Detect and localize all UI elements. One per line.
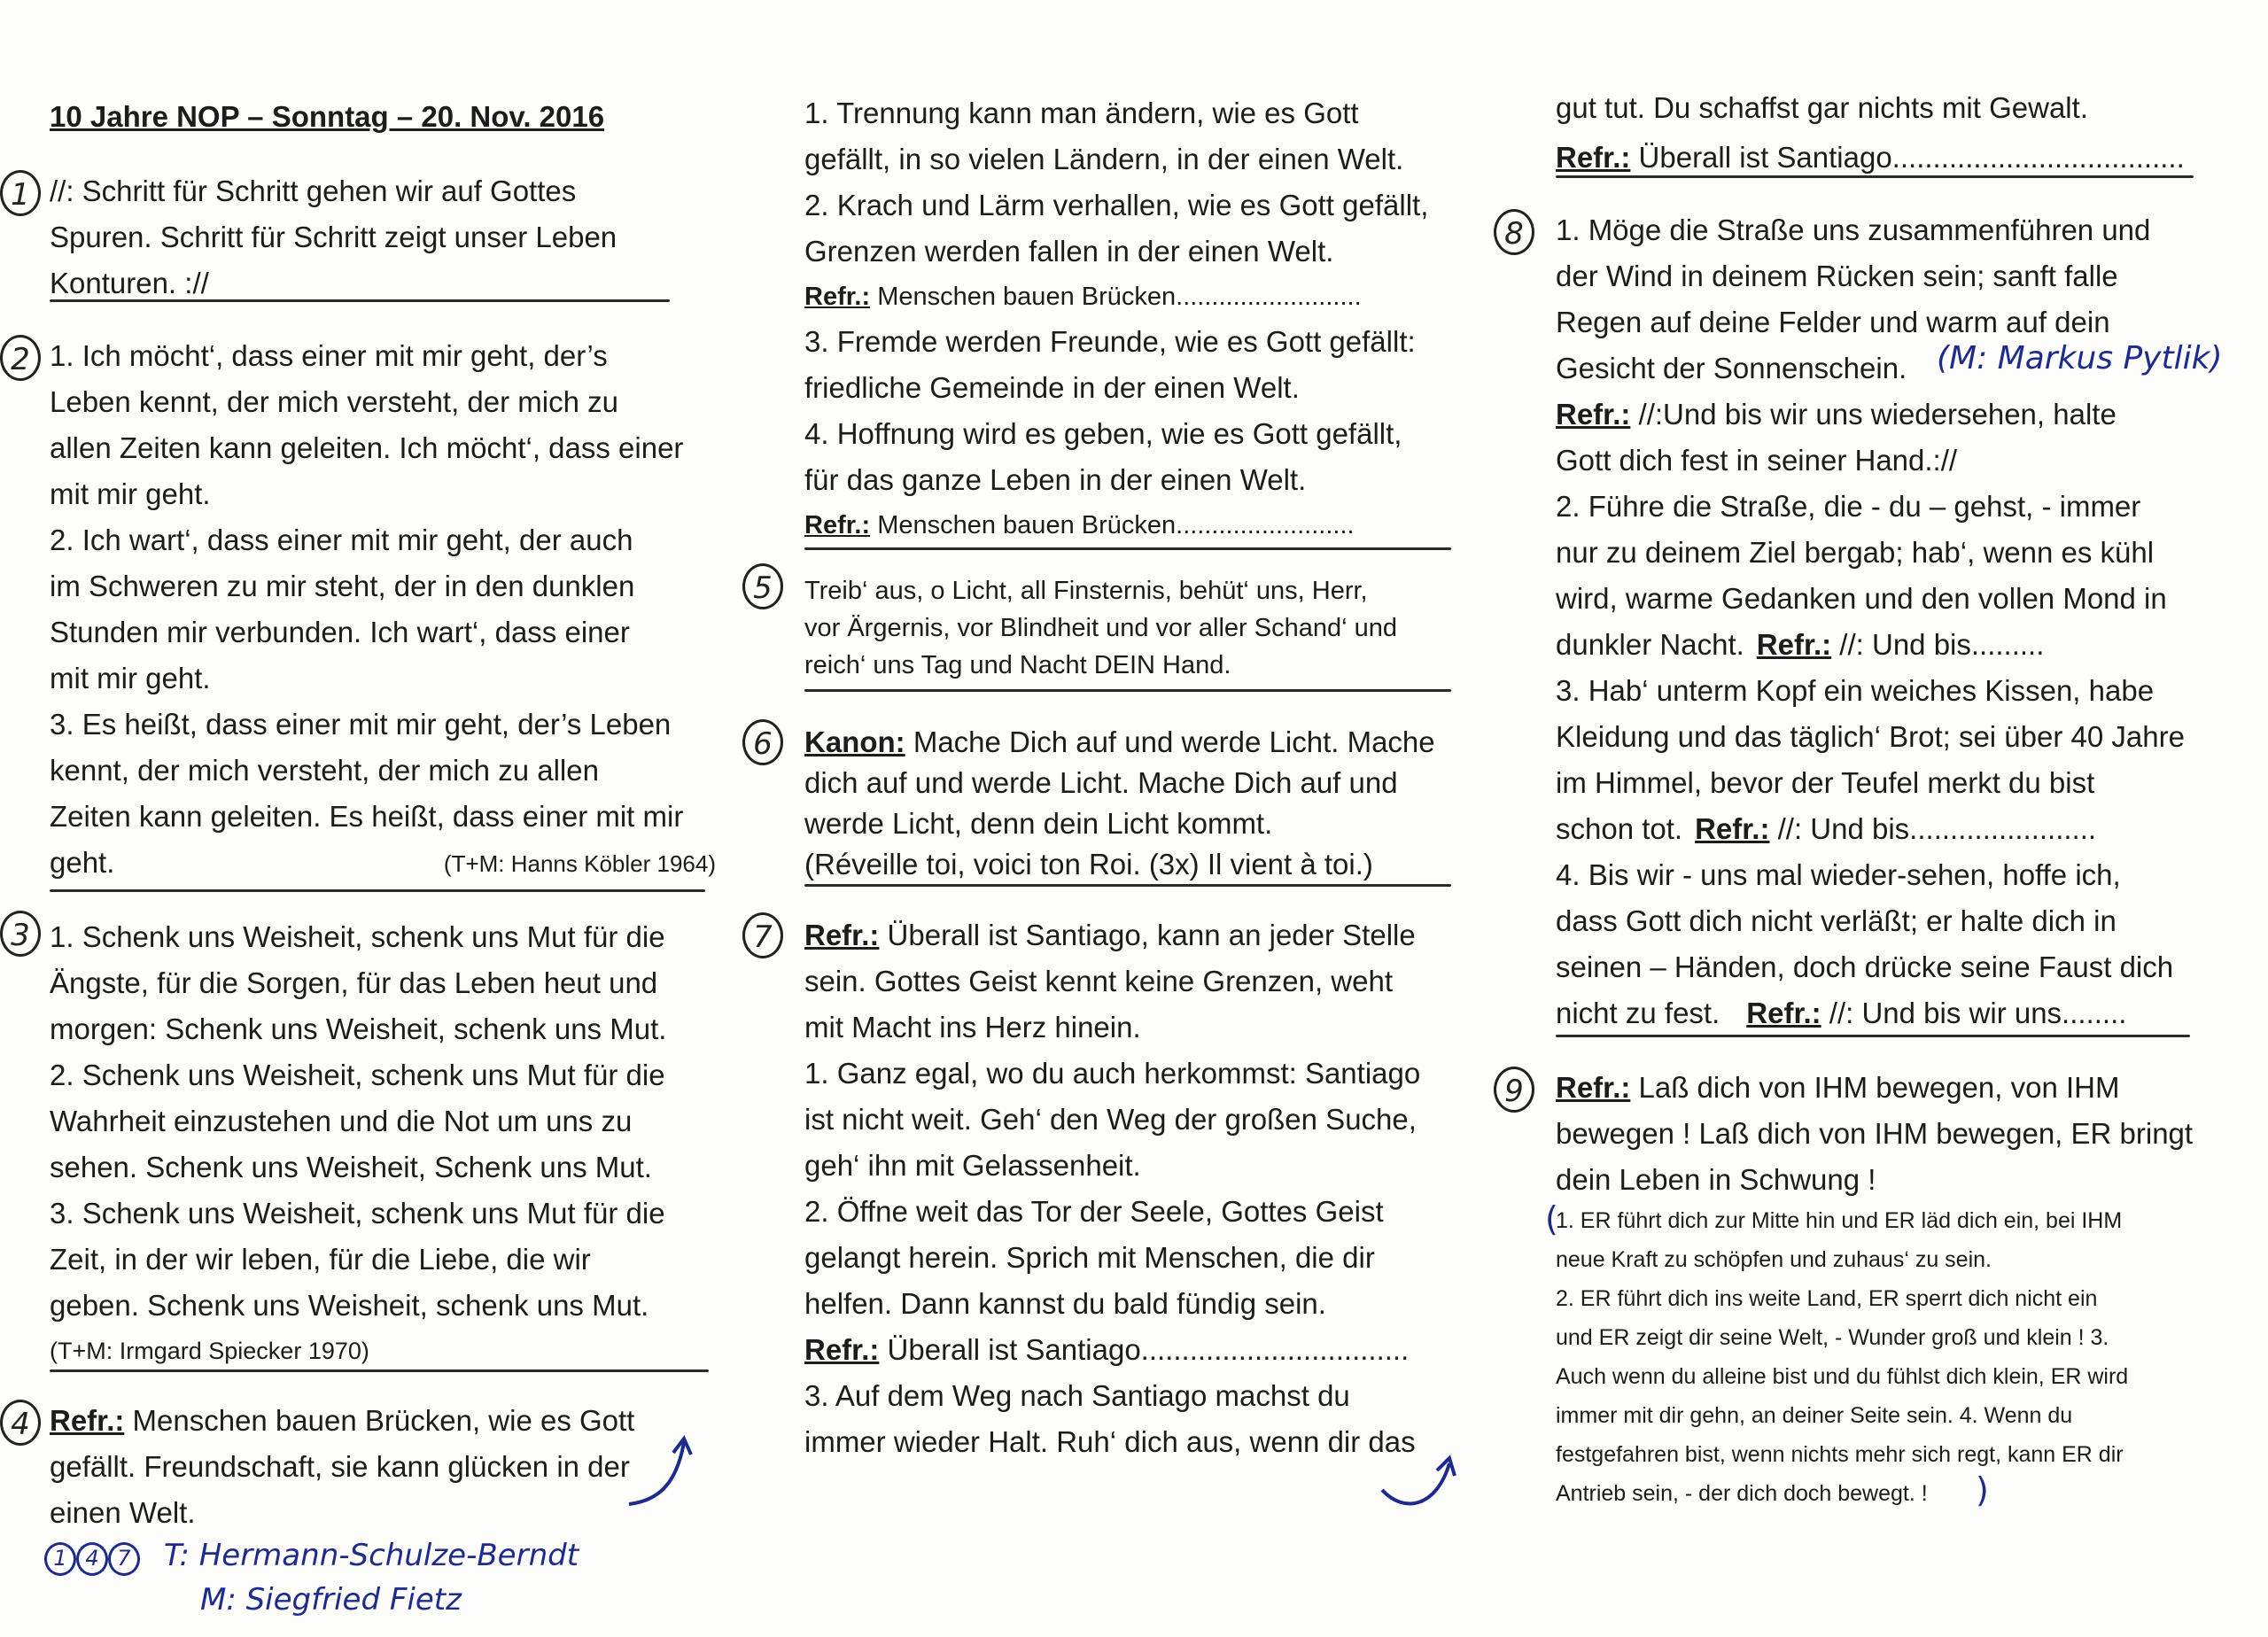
song-line: der Wind in deinem Rücken sein; sanft falle <box>1556 260 2118 292</box>
refrain-label: Refr.: <box>1556 398 1631 431</box>
column-left <box>11 0 716 1637</box>
refrain-text: //:Und bis wir uns wiedersehen, halte <box>1630 398 2117 431</box>
song-line: im Himmel, bevor der Teufel merkt du bist <box>1556 766 2095 799</box>
handwritten-author: T: Hermann-Schulze-Berndt <box>163 1538 579 1573</box>
song-number-badge: 1 <box>0 170 41 216</box>
song-line: Auch wenn du alleine bist und du fühlst dich klein, ER wird <box>1556 1364 2129 1389</box>
handwritten-composer: M: Siegfried Fietz <box>200 1582 462 1618</box>
song-line: 1. Ich möcht‘, dass einer mit mir geht, der’s <box>50 339 608 372</box>
song-line: morgen: Schenk uns Weisheit, schenk uns Mut. <box>50 1012 667 1045</box>
song-line <box>50 1398 634 1444</box>
song-line: 4. Bis wir - uns mal wieder-sehen, hoffe ich, <box>1556 858 2121 891</box>
handwritten-composer: (M: Markus Pytlik) <box>1937 340 2223 376</box>
divider <box>804 547 1451 550</box>
song-credit: (T+M: Irmgard Spiecker 1970) <box>50 1338 369 1364</box>
song-line: geh‘ ihn mit Gelassenheit. <box>804 1149 1141 1182</box>
refrain-text: //: Und bis......... <box>1831 628 2045 661</box>
song-line: nur zu deinem Ziel bergab; hab‘, wenn es kühl <box>1556 536 2155 569</box>
song-line: sein. Gottes Geist kennt keine Grenzen, weht <box>804 965 1394 997</box>
song-line: Kleidung und das täglich‘ Brot; sei über 40 Jahre <box>1556 720 2185 753</box>
page-title: 10 Jahre NOP – Sonntag – 20. Nov. 2016 <box>50 100 605 133</box>
column-middle <box>753 0 1456 1637</box>
song-line: 2. Führe die Straße, die - du – gehst, - immer <box>1556 490 2141 523</box>
column-right <box>1504 0 2240 1637</box>
song-number-badge: 9 <box>1494 1067 1534 1113</box>
song-line: Wahrheit einzustehen und die Not um uns zu <box>50 1105 633 1137</box>
song-line: helfen. Dann kannst du bald fündig sein. <box>804 1287 1326 1320</box>
song-text: nicht zu fest. <box>1556 997 1720 1029</box>
refrain-text: Überall ist Santiago, kann an jeder Stelle <box>879 919 1416 951</box>
song-line: geht. <box>50 846 115 879</box>
refrain-label: Refr.: <box>1556 1071 1631 1104</box>
song-line: werde Licht, denn dein Licht kommt. <box>804 807 1273 840</box>
divider <box>50 1369 709 1372</box>
song-line: reich‘ uns Tag und Nacht DEIN Hand. <box>804 651 1231 679</box>
song-line <box>804 278 1362 315</box>
refrain-label: Refr.: <box>804 1333 880 1366</box>
song-line: Zeiten kann geleiten. Es heißt, dass einer mit mir <box>50 800 684 833</box>
handwritten-bracket-icon: ( <box>1545 1199 1558 1238</box>
song-line: Treib‘ aus, o Licht, all Finsternis, behüt‘ uns, Herr, <box>804 577 1368 605</box>
song-line: 2. Ich wart‘, dass einer mit mir geht, der auch <box>50 524 633 556</box>
song-line: gefällt. Freundschaft, sie kann glücken in der <box>50 1450 630 1483</box>
song-line: 2. ER führt dich ins weite Land, ER sperrt dich nicht ein <box>1556 1286 2098 1311</box>
circled-number-icon: 1 <box>44 1542 76 1576</box>
song-line <box>1556 135 2185 181</box>
song-line: Zeit, in der wir leben, für die Liebe, die wir <box>50 1243 591 1276</box>
refrain-text: Überall ist Santiago................................. <box>879 1333 1410 1366</box>
song-line: gefällt, in so vielen Ländern, in der einen Welt. <box>804 143 1404 175</box>
song-line: 4. Hoffnung wird es geben, wie es Gott gefällt, <box>804 417 1402 450</box>
refrain-label: Refr.: <box>804 919 880 951</box>
song-line: bewegen ! Laß dich von IHM bewegen, ER bringt <box>1556 1117 2194 1150</box>
song-line: 3. Auf dem Weg nach Santiago machst du <box>804 1379 1350 1412</box>
song-line <box>804 912 1416 958</box>
song-line <box>1556 806 2096 852</box>
refrain-label: Refr.: <box>804 511 871 539</box>
refrain-label: Refr.: <box>804 283 871 311</box>
divider <box>50 889 705 892</box>
circled-number-icon: 7 <box>108 1542 140 1576</box>
song-line: sehen. Schenk uns Weisheit, Schenk uns Mut. <box>50 1151 652 1183</box>
song-line: 1. Möge die Straße uns zusammenführen und <box>1556 213 2151 246</box>
song-number-badge: 2 <box>0 335 41 381</box>
song-line: einen Welt. <box>50 1496 196 1529</box>
song-line: Antrieb sein, - der dich doch bewegt. ! <box>1556 1481 1928 1506</box>
song-line: Gesicht der Sonnenschein. <box>1556 352 1907 384</box>
song-line: dich auf und werde Licht. Mache Dich auf und <box>804 766 1398 799</box>
song-number-badge: 7 <box>742 912 783 958</box>
song-line: 3. Schenk uns Weisheit, schenk uns Mut für die <box>50 1197 665 1230</box>
song-line: 1. Trennung kann man ändern, wie es Gott <box>804 97 1359 129</box>
song-line: wird, warme Gedanken und den vollen Mond in <box>1556 582 2167 615</box>
divider <box>804 689 1451 692</box>
refrain-text: Menschen bauen Brücken, wie es Gott <box>124 1404 635 1437</box>
song-line: (Réveille toi, voici ton Roi. (3x) Il vient à toi.) <box>804 848 1373 881</box>
song-line: Leben kennt, der mich versteht, der mich zu <box>50 385 618 418</box>
song-line: 1. Schenk uns Weisheit, schenk uns Mut für die <box>50 920 665 953</box>
song-line <box>1556 1065 2119 1111</box>
song-line: 1. ER führt dich zur Mitte hin und ER läd dich ein, bei IHM <box>1556 1208 2123 1233</box>
song-line <box>804 719 1435 765</box>
circled-number-icon: 4 <box>76 1542 108 1576</box>
song-line: Stunden mir verbunden. Ich wart‘, dass einer <box>50 616 630 648</box>
song-line: ist nicht weit. Geh‘ den Weg der großen Suche, <box>804 1103 1417 1136</box>
song-line: dass Gott dich nicht verläßt; er halte dich in <box>1556 904 2117 937</box>
divider <box>1556 1035 2190 1037</box>
song-line: geben. Schenk uns Weisheit, schenk uns Mut. <box>50 1289 649 1322</box>
refrain-label: Refr.: <box>50 1404 125 1437</box>
song-line: Grenzen werden fallen in der einen Welt. <box>804 235 1334 268</box>
song-line <box>1556 622 2044 668</box>
song-number-badge: 8 <box>1494 209 1534 255</box>
song-line: vor Ärgernis, vor Blindheit und vor aller Schand‘ und <box>804 614 1397 642</box>
song-line: mit mir geht. <box>50 662 211 694</box>
song-line: seinen – Händen, doch drücke seine Faust dich <box>1556 950 2174 983</box>
refrain-label: Refr.: <box>1556 141 1631 174</box>
refrain-text: Überall ist Santiago.................................... <box>1630 141 2185 174</box>
refrain-label: Refr.: <box>1756 628 1832 661</box>
song-line <box>804 1327 1409 1373</box>
refrain-text: //: Und bis....................... <box>1769 812 2097 845</box>
refrain-label: Refr.: <box>1746 997 1821 1029</box>
kanon-label: Kanon: <box>804 725 905 758</box>
song-line: kennt, der mich versteht, der mich zu allen <box>50 754 599 787</box>
song-line: neue Kraft zu schöpfen und zuhaus‘ zu sein. <box>1556 1247 1992 1272</box>
song-line: festgefahren bist, wenn nichts mehr sich regt, kann ER dir <box>1556 1442 2124 1467</box>
song-line: mit mir geht. <box>50 477 211 510</box>
refrain-text: Menschen bauen Brücken.......................... <box>870 283 1362 311</box>
song-line: mit Macht ins Herz hinein. <box>804 1011 1141 1043</box>
song-line: Regen auf deine Felder und warm auf dein <box>1556 306 2110 338</box>
song-number-badge: 4 <box>0 1400 41 1446</box>
refrain-text: Menschen bauen Brücken......................... <box>870 511 1355 539</box>
song-line: gut tut. Du schaffst gar nichts mit Gewalt. <box>1556 91 2088 124</box>
song-line: für das ganze Leben in der einen Welt. <box>804 463 1307 496</box>
divider <box>804 884 1451 887</box>
refrain-label: Refr.: <box>1695 812 1770 845</box>
handwritten-bracket-icon: ) <box>1976 1470 1989 1509</box>
song-line: im Schweren zu mir steht, der in den dunklen <box>50 570 635 602</box>
song-line: 2. Schenk uns Weisheit, schenk uns Mut für die <box>50 1059 665 1091</box>
song-line: immer wieder Halt. Ruh‘ dich aus, wenn dir das <box>804 1425 1416 1458</box>
song-line: Spuren. Schritt für Schritt zeigt unser Leben <box>50 221 617 253</box>
song-line: Konturen. :// <box>50 267 209 299</box>
song-line: immer mit dir gehn, an deiner Seite sein. 4. Wenn du <box>1556 1403 2073 1428</box>
song-line: 1. Ganz egal, wo du auch herkommst: Santiago <box>804 1057 1421 1090</box>
song-line <box>804 507 1355 544</box>
song-line: //: Schritt für Schritt gehen wir auf Gottes <box>50 175 577 207</box>
continue-arrow-icon <box>624 1430 695 1509</box>
song-line: 3. Fremde werden Freunde, wie es Gott gefällt: <box>804 325 1416 358</box>
song-line: gelangt herein. Sprich mit Menschen, die dir <box>804 1241 1375 1274</box>
refrain-text: //: Und bis wir uns........ <box>1821 997 2127 1029</box>
song-line: Ängste, für die Sorgen, für das Leben heut und <box>50 966 658 999</box>
song-line <box>1556 990 2126 1036</box>
song-line: Gott dich fest in seiner Hand.:// <box>1556 444 1958 477</box>
song-line: allen Zeiten kann geleiten. Ich möcht‘, dass einer <box>50 431 684 464</box>
song-number-badge: 3 <box>0 911 41 957</box>
song-line: 3. Es heißt, dass einer mit mir geht, der’s Leben <box>50 708 672 741</box>
song-line <box>1556 392 2117 438</box>
handwritten-credit <box>44 1538 579 1576</box>
divider <box>1556 175 2194 178</box>
song-text: schon tot. <box>1556 812 1683 845</box>
song-number-badge: 5 <box>742 563 783 609</box>
song-credit: (T+M: Hanns Köbler 1964) <box>443 850 716 877</box>
song-line: 2. Öffne weit das Tor der Seele, Gottes Geist <box>804 1195 1384 1228</box>
kanon-text: Mache Dich auf und werde Licht. Mache <box>905 725 1435 758</box>
song-line: 3. Hab‘ unterm Kopf ein weiches Kissen, habe <box>1556 674 2155 707</box>
song-text: dunkler Nacht. <box>1556 628 1744 661</box>
song-line: 2. Krach und Lärm verhallen, wie es Gott gefällt, <box>804 189 1429 221</box>
continue-arrow-icon <box>1379 1444 1458 1515</box>
song-line: friedliche Gemeinde in der einen Welt. <box>804 371 1300 404</box>
song-line: und ER zeigt dir seine Welt, - Wunder groß und klein ! 3. <box>1556 1325 2109 1350</box>
refrain-text: Laß dich von IHM bewegen, von IHM <box>1630 1071 2120 1104</box>
song-number-badge: 6 <box>742 719 783 765</box>
divider <box>50 299 670 302</box>
song-line: dein Leben in Schwung ! <box>1556 1163 1876 1196</box>
